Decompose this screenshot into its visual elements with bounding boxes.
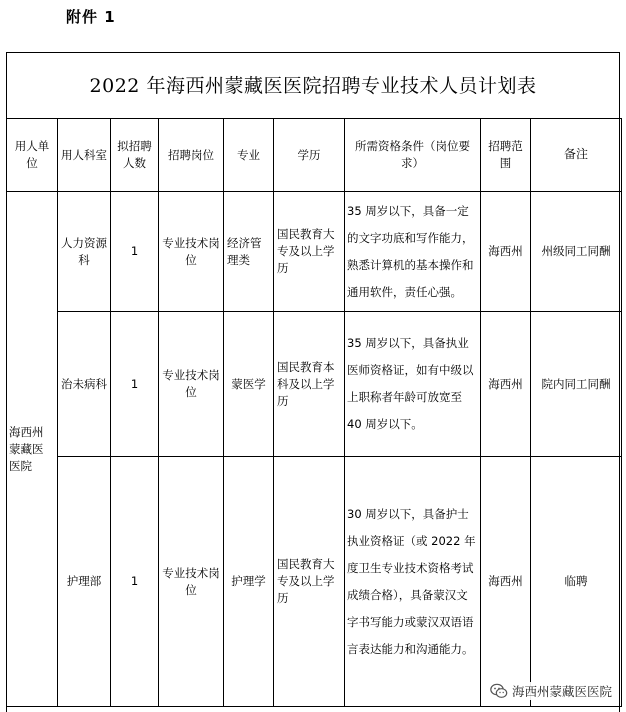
header-remarks: 备注 [531, 119, 622, 192]
requirements-cell: 30 周岁以下，具备护士执业资格证（或 2022 年度卫生专业技术资格考试成绩合格），具备蒙汉文字书写能力或蒙汉双语语言表达能力和沟通能力。 [345, 457, 481, 707]
post-cell: 专业技术岗位 [159, 192, 224, 312]
scope-cell: 海西州 [481, 312, 531, 457]
table-row [7, 457, 622, 707]
education-cell: 国民教育大专及以上学历 [274, 192, 345, 312]
requirements-cell: 35 周岁以下，具备执业医师资格证，如有中级以上职称者年龄可放宽至 40 周岁以下。 [345, 312, 481, 457]
major-cell: 经济管理类 [224, 192, 274, 312]
count-cell: 1 [111, 312, 159, 457]
department-cell: 人力资源科 [58, 192, 111, 312]
wechat-icon [490, 683, 508, 699]
table-header-row [7, 119, 622, 192]
unit-cell: 海西州蒙藏医医院 [7, 192, 58, 707]
post-cell: 专业技术岗位 [159, 457, 224, 707]
recruitment-plan-table [6, 118, 622, 707]
education-cell: 国民教育大专及以上学历 [274, 457, 345, 707]
department-cell: 护理部 [58, 457, 111, 707]
header-scope: 招聘范围 [481, 119, 531, 192]
requirements-cell: 35 周岁以下，具备一定的文字功底和写作能力，熟悉计算机的基本操作和通用软件，责任心强。 [345, 192, 481, 312]
header-department: 用人科室 [58, 119, 111, 192]
page-title: 2022 年海西州蒙藏医医院招聘专业技术人员计划表 [89, 75, 537, 97]
remarks-cell: 临聘 [531, 457, 622, 707]
watermark [490, 682, 612, 700]
header-requirements: 所需资格条件（岗位要求） [345, 119, 481, 192]
education-cell: 国民教育本科及以上学历 [274, 312, 345, 457]
table-row [7, 312, 622, 457]
remarks-cell: 州级同工同酬 [531, 192, 622, 312]
plan-table-frame [6, 52, 620, 712]
count-cell: 1 [111, 192, 159, 312]
header-education: 学历 [274, 119, 345, 192]
major-cell: 蒙医学 [224, 312, 274, 457]
attachment-label: 附件 1 [66, 8, 116, 26]
header-major: 专业 [224, 119, 274, 192]
header-count: 拟招聘人数 [111, 119, 159, 192]
header-unit: 用人单位 [7, 119, 58, 192]
table-row [7, 192, 622, 312]
scope-cell: 海西州 [481, 457, 531, 707]
department-cell: 治未病科 [58, 312, 111, 457]
remarks-cell: 院内同工同酬 [531, 312, 622, 457]
watermark-text: 海西州蒙藏医医院 [511, 684, 612, 699]
post-cell: 专业技术岗位 [159, 312, 224, 457]
count-cell: 1 [111, 457, 159, 707]
scope-cell: 海西州 [481, 192, 531, 312]
header-post: 招聘岗位 [159, 119, 224, 192]
major-cell: 护理学 [224, 457, 274, 707]
